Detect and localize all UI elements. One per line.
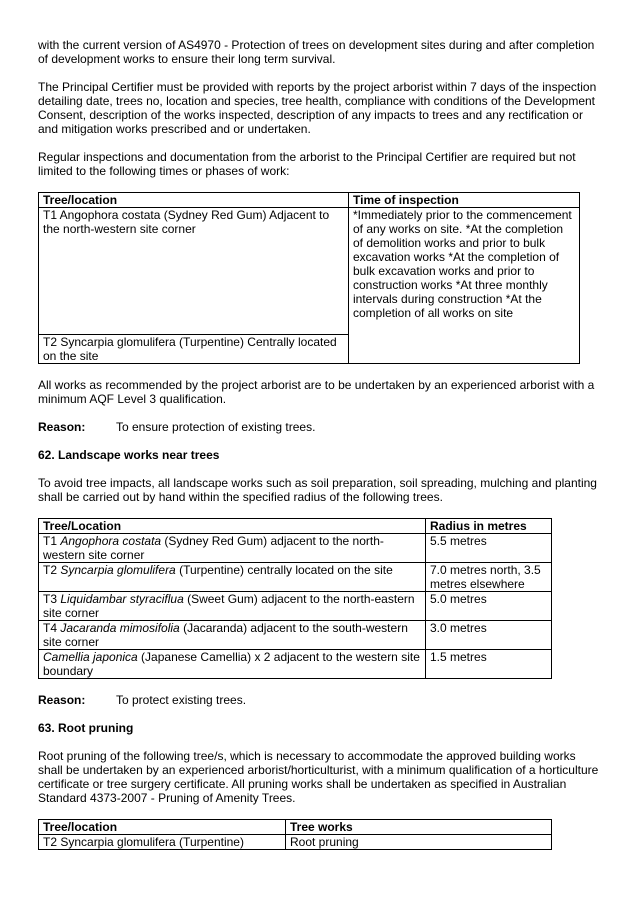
tree-cell: T1 Angophora costata (Sydney Red Gum) adjacent to the north-western site corner: [39, 534, 426, 563]
radius-cell: 5.0 metres: [426, 592, 552, 621]
section-63-intro: Root pruning of the following tree/s, which is necessary to accommodate the approved building works shall be undertaken by an experienced arborist/horticulturist, with a minimum qualification of a horticulture certificate or tree surgery certificate. All pruning works shall be undertaken as specified in Australian Standard 4373-2007 - Pruning of Amenity Trees.: [38, 749, 599, 805]
table-header-row: [39, 519, 552, 534]
intro-paragraph-3: Regular inspections and documentation from the arborist to the Principal Certifier are required but not limited to the following times or phases of work:: [38, 150, 576, 178]
arborist-requirement-paragraph: All works as recommended by the project arborist are to be undertaken by an experienced arborist with a minimum AQF Level 3 qualification.: [38, 378, 595, 406]
reason-line: [38, 693, 600, 707]
species-name: Syncarpia glomulifera: [60, 563, 176, 577]
column-header-tree-works: Tree works: [286, 820, 552, 835]
radius-cell: 5.5 metres: [426, 534, 552, 563]
tree-cell: Camellia japonica (Japanese Camellia) x 2 adjacent to the western site boundary: [39, 650, 426, 679]
column-header-radius: Radius in metres: [426, 519, 552, 534]
section-62-intro: To avoid tree impacts, all landscape works such as soil preparation, soil spreading, mulching and planting shall be carried out by hand within the specified radius of the following trees.: [38, 476, 597, 504]
inspection-table: [38, 192, 580, 364]
reason-label: Reason:: [38, 693, 86, 707]
table-row: [39, 592, 552, 621]
reason-label: Reason:: [38, 420, 86, 434]
table-row: [39, 208, 580, 335]
tree-works-cell: Root pruning: [286, 835, 552, 850]
column-header-tree-location: Tree/location: [39, 193, 349, 208]
tree-cell: T2 Syncarpia glomulifera (Turpentine) Centrally located on the site: [39, 335, 349, 364]
species-name: Camellia japonica: [43, 650, 138, 664]
tree-cell: T2 Syncarpia glomulifera (Turpentine): [39, 835, 286, 850]
column-header-tree-location: Tree/Location: [39, 519, 426, 534]
reason-text: To protect existing trees.: [116, 693, 247, 707]
reason-text: To ensure protection of existing trees.: [116, 420, 316, 434]
tree-cell: T4 Jacaranda mimosifolia (Jacaranda) adjacent to the south-western site corner: [39, 621, 426, 650]
intro-paragraph-1: with the current version of AS4970 - Protection of trees on development sites during and after completion of development works to ensure their long term survival.: [38, 38, 595, 66]
species-name: Liquidambar styraciflua: [60, 592, 184, 606]
tree-cell: T2 Syncarpia glomulifera (Turpentine) centrally located on the site: [39, 563, 426, 592]
root-pruning-table: [38, 819, 552, 850]
section-heading-63: 63. Root pruning: [38, 721, 134, 735]
section-heading-62: 62. Landscape works near trees: [38, 448, 220, 462]
radius-cell: 1.5 metres: [426, 650, 552, 679]
table-header-row: [39, 820, 552, 835]
column-header-tree-location: Tree/location: [39, 820, 286, 835]
table-row: [39, 621, 552, 650]
table-row: [39, 563, 552, 592]
species-name: Angophora costata: [60, 534, 162, 548]
radius-cell: 3.0 metres: [426, 621, 552, 650]
landscape-radius-table: [38, 518, 552, 679]
table-row: [39, 835, 552, 850]
radius-cell: 7.0 metres north, 3.5 metres elsewhere: [426, 563, 552, 592]
table-header-row: [39, 193, 580, 208]
document-page: [38, 38, 600, 850]
species-name: Jacaranda mimosifolia: [60, 621, 180, 635]
table-row: [39, 650, 552, 679]
tree-cell: T1 Angophora costata (Sydney Red Gum) Adjacent to the north-western site corner: [39, 208, 349, 335]
table-row: [39, 534, 552, 563]
intro-paragraph-2: The Principal Certifier must be provided with reports by the project arborist within 7 days of the inspection detailing date, trees no, location and species, tree health, compliance with conditions of the Development Consent, description of the works inspected, description of any impacts to trees and any rectification or and mitigation works prescribed and or undertaken.: [38, 80, 597, 136]
column-header-time-of-inspection: Time of inspection: [349, 193, 580, 208]
reason-line: [38, 420, 600, 434]
tree-cell: T3 Liquidambar styraciflua (Sweet Gum) adjacent to the north-eastern site corner: [39, 592, 426, 621]
time-of-inspection-cell: *Immediately prior to the commencement of any works on site. *At the completion of demolition works and prior to bulk excavation works *At the completion of bulk excavation works and prior to construction works *At three monthly intervals during construction *At the completion of all works on site: [349, 208, 580, 364]
